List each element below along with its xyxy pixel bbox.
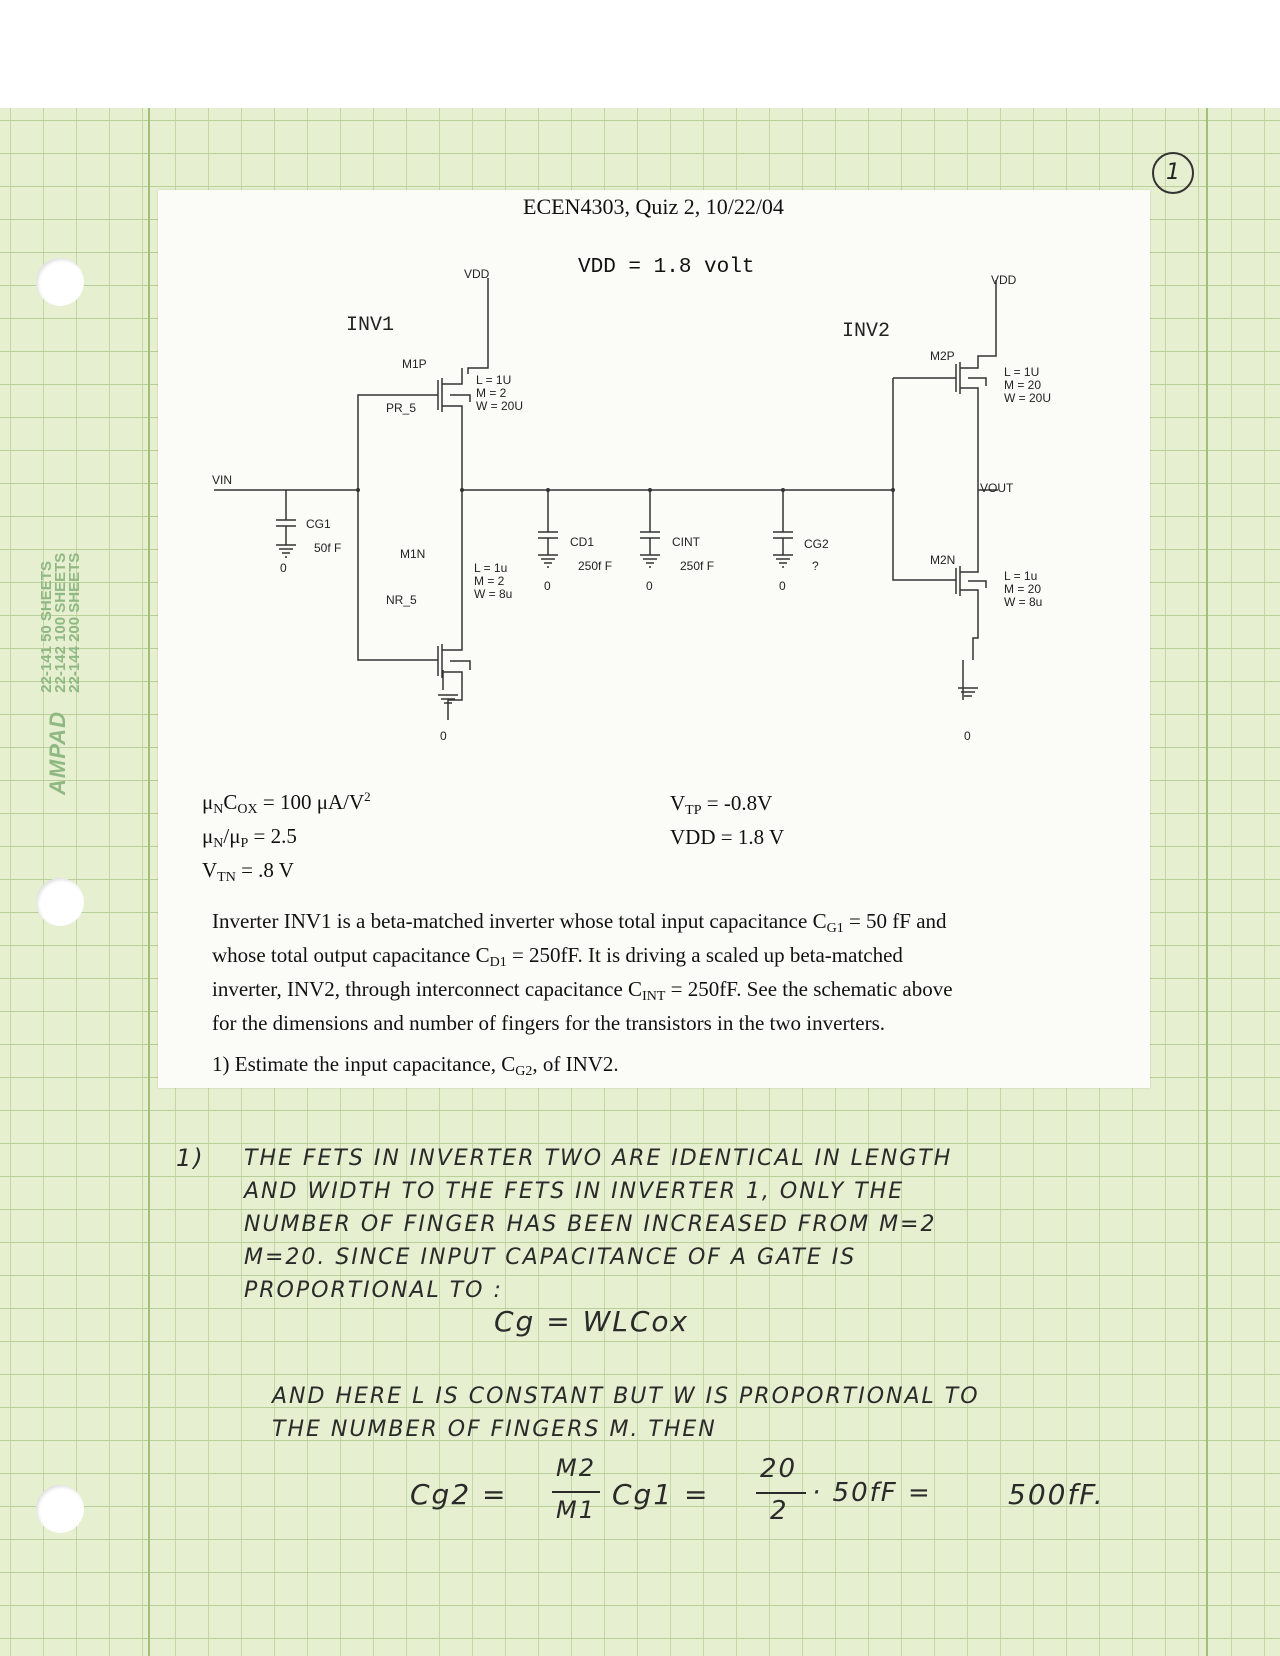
answer-line: AND HERE L IS CONSTANT BUT W IS PROPORTIONAL TO bbox=[272, 1384, 980, 1409]
answer-line: M=20. SINCE INPUT CAPACITANCE OF A GATE IS bbox=[244, 1245, 857, 1270]
answer-line: THE NUMBER OF FINGERS M. THEN bbox=[272, 1417, 717, 1442]
m1p-name: M1P bbox=[402, 357, 427, 371]
answer-line: NUMBER OF FINGER HAS BEEN INCREASED FROM M=2 bbox=[244, 1212, 937, 1237]
binder-hole-top bbox=[36, 258, 84, 306]
answer-body bbox=[244, 1142, 952, 1307]
mobility-ratio-param: $\mu_N/\mu_P = 2.5$ bbox=[202, 824, 297, 851]
m2n-params bbox=[1004, 570, 1042, 609]
cg1-symbol bbox=[276, 490, 296, 557]
m2p-m: M = 20 bbox=[1004, 378, 1042, 392]
wire-gates-inv2 bbox=[893, 378, 956, 580]
m1n-w: W = 8u bbox=[474, 587, 513, 601]
m1n-l: L = 1u bbox=[474, 561, 508, 575]
statement-line: inverter, INV2, through interconnect capacitance $C_{INT} = 250fF$. See the schematic above bbox=[212, 977, 953, 1004]
cd1-value: 250f F bbox=[578, 559, 613, 573]
m1p-w: W = 20U bbox=[476, 399, 524, 413]
junction-out1 bbox=[460, 488, 464, 492]
answer-marker: 1) bbox=[176, 1144, 205, 1172]
statement-line: for the dimensions and number of fingers for the transistors in the two inverters. bbox=[212, 1011, 886, 1035]
answer-body-2 bbox=[272, 1380, 980, 1446]
answer-line: THE FETS IN INVERTER TWO ARE IDENTICAL IN LENGTH bbox=[244, 1146, 953, 1171]
eq2-cg1: Cg1 = bbox=[612, 1478, 710, 1511]
m1n-model: NR_5 bbox=[386, 593, 417, 607]
paper-brand bbox=[40, 553, 82, 795]
cg2-symbol bbox=[773, 490, 793, 567]
inv1-label: INV1 bbox=[346, 314, 395, 337]
wire-gnd-inv2 bbox=[973, 610, 978, 660]
junction-in2 bbox=[891, 488, 895, 492]
statement-line: whose total output capacitance $C_{D1} = 250fF$. It is driving a scaled up beta-matched bbox=[212, 943, 903, 970]
m1n-m: M = 2 bbox=[474, 574, 505, 588]
brand-code: 22-144 200 SHEETS bbox=[66, 552, 83, 693]
process-params bbox=[202, 784, 371, 891]
junction-cint bbox=[648, 488, 652, 492]
binder-hole-middle bbox=[36, 878, 84, 926]
wire-out-inv1 bbox=[462, 414, 893, 626]
brand-codes bbox=[40, 553, 82, 693]
m2p-name: M2P bbox=[930, 349, 955, 363]
m2n-name: M2N bbox=[930, 553, 956, 567]
eq2-ratio-numerator: 20 bbox=[760, 1454, 798, 1484]
ground-label: 0 bbox=[779, 579, 786, 593]
m1p-l: L = 1U bbox=[476, 373, 512, 387]
cg2-name: CG2 bbox=[804, 537, 829, 551]
junction-cg2 bbox=[781, 488, 785, 492]
eq2-numerator: M2 bbox=[556, 1454, 596, 1482]
supply-params bbox=[670, 790, 784, 850]
right-margin-line bbox=[1206, 108, 1208, 1656]
inv2-label: INV2 bbox=[842, 320, 891, 343]
m2p-symbol bbox=[956, 346, 996, 396]
vdd-param: VDD = 1.8 V bbox=[670, 825, 785, 849]
m2p-params bbox=[1004, 366, 1051, 405]
ground-inv1 bbox=[438, 670, 458, 703]
eq2-ratio-denominator: 2 bbox=[770, 1496, 789, 1526]
answer-line: PROPORTIONAL TO : bbox=[244, 1278, 503, 1303]
m1p-m: M = 2 bbox=[476, 386, 507, 400]
m2p-w: W = 20U bbox=[1004, 391, 1052, 405]
answer-line: AND WIDTH TO THE FETS IN INVERTER 1, ONLY THE bbox=[244, 1179, 905, 1204]
quiz-title: ECEN4303, Quiz 2, 10/22/04 bbox=[523, 194, 784, 219]
un-cox-param: $\mu_NC_{OX} = 100$ $\mu A/V^2$ bbox=[202, 789, 371, 817]
eq2-denominator: M1 bbox=[556, 1496, 596, 1524]
statement-line: Inverter INV1 is a beta-matched inverter whose total input capacitance $C_{G1} = 50$ fF and bbox=[212, 909, 947, 936]
question-1: 1) Estimate the input capacitance, $C_{G2}$, of INV2. bbox=[212, 1052, 619, 1079]
ground-label: 0 bbox=[280, 561, 287, 575]
vtn-param: $V_{TN} = .8$ V bbox=[202, 858, 294, 885]
eq2-lhs: Cg2 = bbox=[410, 1478, 508, 1511]
cd1-name: CD1 bbox=[570, 535, 595, 549]
m2n-l: L = 1u bbox=[1004, 569, 1038, 583]
m2n-m: M = 20 bbox=[1004, 582, 1042, 596]
page-number: 1 bbox=[1152, 152, 1194, 194]
eq2-result: 500fF. bbox=[1008, 1478, 1105, 1511]
eq2-ratio-bar bbox=[756, 1492, 806, 1494]
equation-cg: Cg = WLCox bbox=[494, 1305, 690, 1338]
cg1-name: CG1 bbox=[306, 517, 331, 531]
brand-code: 22-141 50 SHEETS bbox=[38, 561, 55, 693]
m1p-symbol bbox=[438, 368, 470, 414]
junction-cd1 bbox=[546, 488, 550, 492]
left-margin-line bbox=[148, 108, 150, 1656]
junction-vin bbox=[356, 488, 360, 492]
problem-statement bbox=[212, 908, 1112, 1037]
brand-logo: AMPAD bbox=[44, 710, 70, 795]
m2n-w: W = 8u bbox=[1004, 595, 1043, 609]
cg1-value: 50f F bbox=[314, 541, 342, 555]
ground-inv2 bbox=[958, 660, 978, 700]
m2n-symbol bbox=[956, 565, 986, 610]
binder-hole-bottom bbox=[36, 1485, 84, 1533]
vdd-label-inv2: VDD bbox=[991, 273, 1017, 287]
ground-label: 0 bbox=[544, 579, 551, 593]
ground-label: 0 bbox=[964, 729, 971, 743]
eq2-rest: · 50fF = bbox=[812, 1478, 932, 1508]
vdd-label-inv1: VDD bbox=[464, 267, 490, 281]
m1p-params bbox=[476, 374, 523, 413]
ground-label: 0 bbox=[440, 729, 447, 743]
brand-code: 22-142 100 SHEETS bbox=[52, 552, 69, 693]
m1p-model: PR_5 bbox=[386, 401, 417, 415]
vdd-header: VDD = 1.8 volt bbox=[578, 256, 755, 279]
vout-label: VOUT bbox=[980, 481, 1014, 495]
vin-label: VIN bbox=[212, 473, 233, 487]
ground-label: 0 bbox=[646, 579, 653, 593]
m1n-name: M1N bbox=[400, 547, 426, 561]
cint-symbol bbox=[640, 490, 660, 567]
cint-value: 250f F bbox=[680, 559, 715, 573]
m2p-l: L = 1U bbox=[1004, 365, 1040, 379]
cd1-symbol bbox=[538, 490, 558, 567]
m1n-params bbox=[474, 562, 512, 601]
cint-name: CINT bbox=[672, 535, 700, 549]
vtp-param: $V_{TP} = -0.8V$ bbox=[670, 791, 773, 818]
quiz-printout bbox=[158, 190, 1150, 1088]
scan-top-margin bbox=[0, 0, 1280, 109]
eq2-fraction-bar bbox=[552, 1491, 600, 1493]
wire-vdd-inv1 bbox=[468, 278, 488, 374]
cg2-value: ? bbox=[812, 559, 819, 573]
